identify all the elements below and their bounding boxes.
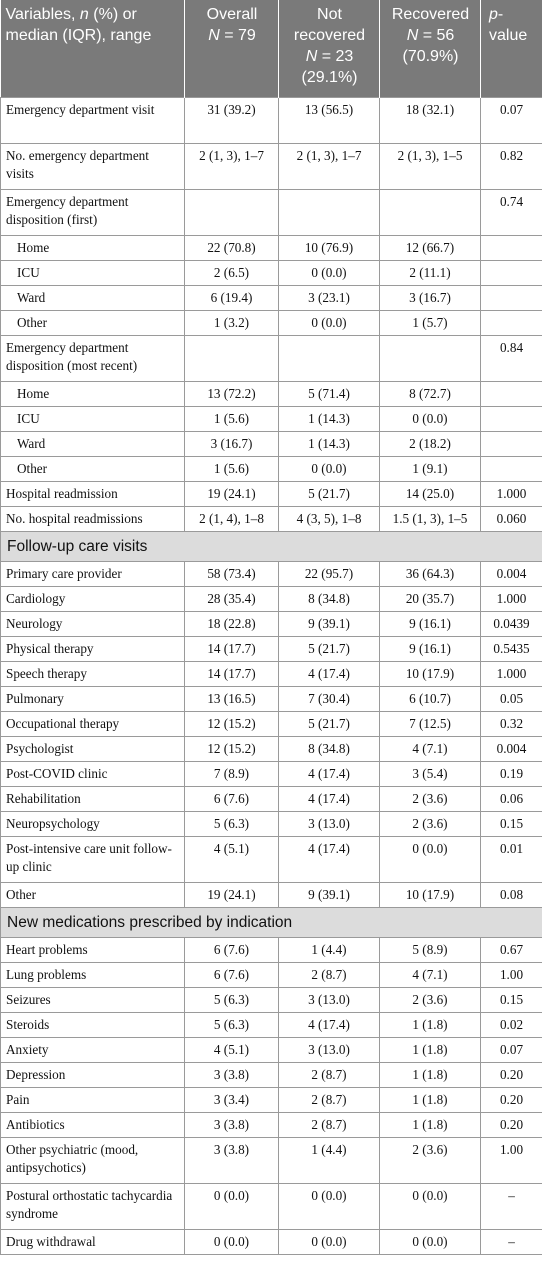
- row-label: Other: [1, 310, 185, 335]
- cell-overall: 1 (5.6): [185, 456, 279, 481]
- cell-p-value: 0.07: [481, 1037, 542, 1062]
- cell-overall: 2 (6.5): [185, 260, 279, 285]
- table-row: [1, 1112, 542, 1137]
- cell-p-value: [481, 285, 542, 310]
- cell-not-recovered: 4 (17.4): [279, 786, 380, 811]
- cell-overall: 2 (1, 4), 1–8: [185, 506, 279, 531]
- cell-overall: 1 (5.6): [185, 406, 279, 431]
- section-followup-row: [1, 531, 542, 561]
- row-label: Post-intensive care unit follow-up clinic: [1, 836, 185, 882]
- cell-p-value: [481, 381, 542, 406]
- cell-p-value: 0.20: [481, 1112, 542, 1137]
- cell-p-value: 0.67: [481, 937, 542, 962]
- cell-overall: 5 (6.3): [185, 987, 279, 1012]
- cell-p-value: 0.19: [481, 761, 542, 786]
- row-label: Anxiety: [1, 1037, 185, 1062]
- table-row: [1, 882, 542, 907]
- cell-not-recovered: 1 (4.4): [279, 937, 380, 962]
- cell-not-recovered: 5 (21.7): [279, 481, 380, 506]
- cell-p-value: 1.00: [481, 1137, 542, 1183]
- cell-p-value: 0.5435: [481, 636, 542, 661]
- cell-not-recovered: 5 (21.7): [279, 636, 380, 661]
- cell-p-value: 0.20: [481, 1062, 542, 1087]
- cell-p-value: 0.0439: [481, 611, 542, 636]
- header-variables: Variables, n (%) or median (IQR), range: [1, 0, 185, 97]
- cell-not-recovered: 13 (56.5): [279, 97, 380, 143]
- table-row: [1, 481, 542, 506]
- row-label: Neurology: [1, 611, 185, 636]
- cell-not-recovered: 0 (0.0): [279, 260, 380, 285]
- cell-p-value: [481, 406, 542, 431]
- section-followup-heading: Follow-up care visits: [1, 531, 542, 561]
- row-label: Emergency department visit: [1, 97, 185, 143]
- cell-recovered: 6 (10.7): [380, 686, 481, 711]
- cell-overall: 13 (72.2): [185, 381, 279, 406]
- cell-p-value: 1.00: [481, 962, 542, 987]
- cell-recovered: 0 (0.0): [380, 1229, 481, 1254]
- cell-p-value: 0.07: [481, 97, 542, 143]
- cell-p-value: –: [481, 1229, 542, 1254]
- cell-overall: 1 (3.2): [185, 310, 279, 335]
- row-label: Home: [1, 235, 185, 260]
- table-row: [1, 661, 542, 686]
- cell-p-value: 0.06: [481, 786, 542, 811]
- cell-recovered: 3 (16.7): [380, 285, 481, 310]
- cell-not-recovered: 10 (76.9): [279, 235, 380, 260]
- row-label: Emergency department disposition (most recent): [1, 335, 185, 381]
- row-label: Neuropsychology: [1, 811, 185, 836]
- cell-not-recovered: 8 (34.8): [279, 736, 380, 761]
- cell-recovered: 2 (3.6): [380, 786, 481, 811]
- table-row: [1, 611, 542, 636]
- cell-overall: 4 (5.1): [185, 836, 279, 882]
- cell-recovered: 4 (7.1): [380, 736, 481, 761]
- cell-recovered: 10 (17.9): [380, 882, 481, 907]
- cell-p-value: 0.004: [481, 736, 542, 761]
- cell-recovered: [380, 335, 481, 381]
- section-meds-row: [1, 907, 542, 937]
- table-row: [1, 786, 542, 811]
- cell-overall: 14 (17.7): [185, 661, 279, 686]
- cell-p-value: 0.84: [481, 335, 542, 381]
- header-recovered: Recovered N = 56 (70.9%): [380, 0, 481, 97]
- cell-recovered: 2 (3.6): [380, 987, 481, 1012]
- table-row: [1, 285, 542, 310]
- cell-p-value: 1.000: [481, 661, 542, 686]
- cell-not-recovered: 9 (39.1): [279, 882, 380, 907]
- cell-p-value: [481, 310, 542, 335]
- cell-recovered: 2 (1, 3), 1–5: [380, 143, 481, 189]
- cell-not-recovered: 3 (13.0): [279, 1037, 380, 1062]
- cell-recovered: 36 (64.3): [380, 561, 481, 586]
- row-label: Seizures: [1, 987, 185, 1012]
- cell-overall: 28 (35.4): [185, 586, 279, 611]
- cell-not-recovered: 9 (39.1): [279, 611, 380, 636]
- section-meds-heading: New medications prescribed by indication: [1, 907, 542, 937]
- table-row: [1, 189, 542, 235]
- cell-not-recovered: 8 (34.8): [279, 586, 380, 611]
- row-label: Psychologist: [1, 736, 185, 761]
- row-label: Lung problems: [1, 962, 185, 987]
- table-row: [1, 937, 542, 962]
- cell-not-recovered: 0 (0.0): [279, 310, 380, 335]
- cell-not-recovered: 7 (30.4): [279, 686, 380, 711]
- table-row: [1, 1087, 542, 1112]
- table-row: [1, 506, 542, 531]
- table-row: [1, 761, 542, 786]
- header-row: [1, 0, 542, 97]
- cell-recovered: 1 (1.8): [380, 1037, 481, 1062]
- cell-recovered: 5 (8.9): [380, 937, 481, 962]
- row-label: Antibiotics: [1, 1112, 185, 1137]
- table-row: [1, 335, 542, 381]
- cell-overall: 18 (22.8): [185, 611, 279, 636]
- cell-recovered: 8 (72.7): [380, 381, 481, 406]
- cell-p-value: 1.000: [481, 481, 542, 506]
- table-row: [1, 811, 542, 836]
- cell-recovered: 0 (0.0): [380, 406, 481, 431]
- cell-recovered: 2 (3.6): [380, 811, 481, 836]
- cell-recovered: 2 (3.6): [380, 1137, 481, 1183]
- cell-recovered: [380, 189, 481, 235]
- cell-p-value: 0.74: [481, 189, 542, 235]
- cell-p-value: 1.000: [481, 586, 542, 611]
- table-row: [1, 686, 542, 711]
- table-row: [1, 235, 542, 260]
- table-row: [1, 143, 542, 189]
- table-row: [1, 836, 542, 882]
- cell-overall: 14 (17.7): [185, 636, 279, 661]
- cell-overall: 19 (24.1): [185, 481, 279, 506]
- cell-p-value: [481, 431, 542, 456]
- row-label: Heart problems: [1, 937, 185, 962]
- cell-not-recovered: 2 (8.7): [279, 962, 380, 987]
- cell-not-recovered: 3 (23.1): [279, 285, 380, 310]
- cell-not-recovered: 2 (1, 3), 1–7: [279, 143, 380, 189]
- cell-recovered: 2 (11.1): [380, 260, 481, 285]
- header-overall: Overall N = 79: [185, 0, 279, 97]
- cell-not-recovered: 4 (17.4): [279, 836, 380, 882]
- cell-overall: 4 (5.1): [185, 1037, 279, 1062]
- header-not-recovered: Not recovered N = 23 (29.1%): [279, 0, 380, 97]
- cell-overall: 3 (16.7): [185, 431, 279, 456]
- row-label: Primary care provider: [1, 561, 185, 586]
- cell-not-recovered: 5 (71.4): [279, 381, 380, 406]
- cell-recovered: 18 (32.1): [380, 97, 481, 143]
- cell-overall: [185, 335, 279, 381]
- cell-not-recovered: [279, 189, 380, 235]
- cell-not-recovered: 22 (95.7): [279, 561, 380, 586]
- cell-not-recovered: 0 (0.0): [279, 1183, 380, 1229]
- cell-p-value: 0.004: [481, 561, 542, 586]
- cell-recovered: 0 (0.0): [380, 836, 481, 882]
- table-row: [1, 1062, 542, 1087]
- cell-not-recovered: 4 (3, 5), 1–8: [279, 506, 380, 531]
- table-body: [1, 97, 542, 1254]
- row-label: Speech therapy: [1, 661, 185, 686]
- table-row: [1, 1229, 542, 1254]
- row-label: Occupational therapy: [1, 711, 185, 736]
- cell-not-recovered: 3 (13.0): [279, 987, 380, 1012]
- table-row: [1, 381, 542, 406]
- table-row: [1, 586, 542, 611]
- cell-recovered: 12 (66.7): [380, 235, 481, 260]
- row-label: No. emergency department visits: [1, 143, 185, 189]
- cell-recovered: 1 (1.8): [380, 1087, 481, 1112]
- table-row: [1, 406, 542, 431]
- cell-recovered: 1.5 (1, 3), 1–5: [380, 506, 481, 531]
- row-label: Hospital readmission: [1, 481, 185, 506]
- table-row: [1, 1012, 542, 1037]
- cell-p-value: [481, 456, 542, 481]
- table-row: [1, 456, 542, 481]
- row-label: Postural orthostatic tachycardia syndrome: [1, 1183, 185, 1229]
- cell-recovered: 3 (5.4): [380, 761, 481, 786]
- cell-p-value: 0.05: [481, 686, 542, 711]
- row-label: Home: [1, 381, 185, 406]
- cell-not-recovered: 0 (0.0): [279, 456, 380, 481]
- cell-p-value: 0.82: [481, 143, 542, 189]
- cell-p-value: [481, 235, 542, 260]
- row-label: Rehabilitation: [1, 786, 185, 811]
- cell-not-recovered: 4 (17.4): [279, 1012, 380, 1037]
- cell-recovered: 1 (5.7): [380, 310, 481, 335]
- cell-not-recovered: 5 (21.7): [279, 711, 380, 736]
- cell-not-recovered: 2 (8.7): [279, 1062, 380, 1087]
- cell-p-value: 0.08: [481, 882, 542, 907]
- cell-not-recovered: [279, 335, 380, 381]
- cell-overall: 2 (1, 3), 1–7: [185, 143, 279, 189]
- table-row: [1, 1183, 542, 1229]
- cell-p-value: 0.15: [481, 987, 542, 1012]
- table-row: [1, 962, 542, 987]
- cell-recovered: 1 (1.8): [380, 1012, 481, 1037]
- cell-p-value: 0.060: [481, 506, 542, 531]
- cell-overall: 58 (73.4): [185, 561, 279, 586]
- cell-p-value: –: [481, 1183, 542, 1229]
- cell-recovered: 20 (35.7): [380, 586, 481, 611]
- row-label: Ward: [1, 431, 185, 456]
- cell-recovered: 0 (0.0): [380, 1183, 481, 1229]
- cell-recovered: 1 (1.8): [380, 1062, 481, 1087]
- row-label: Physical therapy: [1, 636, 185, 661]
- table-row: [1, 1137, 542, 1183]
- cell-overall: 6 (19.4): [185, 285, 279, 310]
- cell-p-value: 0.01: [481, 836, 542, 882]
- cell-overall: 3 (3.8): [185, 1137, 279, 1183]
- cell-p-value: 0.02: [481, 1012, 542, 1037]
- cell-p-value: 0.20: [481, 1087, 542, 1112]
- table-row: [1, 561, 542, 586]
- cell-overall: 3 (3.8): [185, 1112, 279, 1137]
- cell-overall: 19 (24.1): [185, 882, 279, 907]
- row-label: Other psychiatric (mood, antipsychotics): [1, 1137, 185, 1183]
- cell-not-recovered: 3 (13.0): [279, 811, 380, 836]
- row-label: Ward: [1, 285, 185, 310]
- cell-recovered: 10 (17.9): [380, 661, 481, 686]
- cell-overall: 0 (0.0): [185, 1229, 279, 1254]
- cell-not-recovered: 1 (14.3): [279, 431, 380, 456]
- table-row: [1, 636, 542, 661]
- cell-overall: 0 (0.0): [185, 1183, 279, 1229]
- table-row: [1, 736, 542, 761]
- table-row: [1, 260, 542, 285]
- table-row: [1, 711, 542, 736]
- table-row: [1, 97, 542, 143]
- cell-not-recovered: 4 (17.4): [279, 761, 380, 786]
- cell-recovered: 9 (16.1): [380, 636, 481, 661]
- cell-recovered: 1 (9.1): [380, 456, 481, 481]
- row-label: Steroids: [1, 1012, 185, 1037]
- cell-not-recovered: 1 (14.3): [279, 406, 380, 431]
- table-row: [1, 310, 542, 335]
- row-label: Drug withdrawal: [1, 1229, 185, 1254]
- cell-not-recovered: 4 (17.4): [279, 661, 380, 686]
- cell-recovered: 2 (18.2): [380, 431, 481, 456]
- cell-recovered: 4 (7.1): [380, 962, 481, 987]
- cell-overall: 5 (6.3): [185, 1012, 279, 1037]
- cell-p-value: 0.15: [481, 811, 542, 836]
- row-label: ICU: [1, 260, 185, 285]
- row-label: Depression: [1, 1062, 185, 1087]
- header-p-value: p-value: [481, 0, 542, 97]
- cell-overall: [185, 189, 279, 235]
- row-label: Other: [1, 456, 185, 481]
- cell-overall: 12 (15.2): [185, 736, 279, 761]
- cell-overall: 6 (7.6): [185, 962, 279, 987]
- cell-not-recovered: 2 (8.7): [279, 1087, 380, 1112]
- cell-not-recovered: 1 (4.4): [279, 1137, 380, 1183]
- cell-overall: 7 (8.9): [185, 761, 279, 786]
- cell-recovered: 14 (25.0): [380, 481, 481, 506]
- row-label: Post-COVID clinic: [1, 761, 185, 786]
- cell-recovered: 9 (16.1): [380, 611, 481, 636]
- table-row: [1, 1037, 542, 1062]
- row-label: Cardiology: [1, 586, 185, 611]
- table-row: [1, 987, 542, 1012]
- row-label: No. hospital readmissions: [1, 506, 185, 531]
- cell-p-value: 0.32: [481, 711, 542, 736]
- cell-not-recovered: 2 (8.7): [279, 1112, 380, 1137]
- cell-overall: 6 (7.6): [185, 937, 279, 962]
- row-label: Other: [1, 882, 185, 907]
- cell-not-recovered: 0 (0.0): [279, 1229, 380, 1254]
- cell-overall: 5 (6.3): [185, 811, 279, 836]
- row-label: Emergency department disposition (first): [1, 189, 185, 235]
- cell-overall: 22 (70.8): [185, 235, 279, 260]
- cell-overall: 31 (39.2): [185, 97, 279, 143]
- cell-overall: 3 (3.4): [185, 1087, 279, 1112]
- cell-overall: 13 (16.5): [185, 686, 279, 711]
- table-row: [1, 431, 542, 456]
- row-label: Pulmonary: [1, 686, 185, 711]
- cell-overall: 6 (7.6): [185, 786, 279, 811]
- row-label: Pain: [1, 1087, 185, 1112]
- cell-recovered: 1 (1.8): [380, 1112, 481, 1137]
- cell-overall: 12 (15.2): [185, 711, 279, 736]
- row-label: ICU: [1, 406, 185, 431]
- cell-recovered: 7 (12.5): [380, 711, 481, 736]
- cell-p-value: [481, 260, 542, 285]
- cell-overall: 3 (3.8): [185, 1062, 279, 1087]
